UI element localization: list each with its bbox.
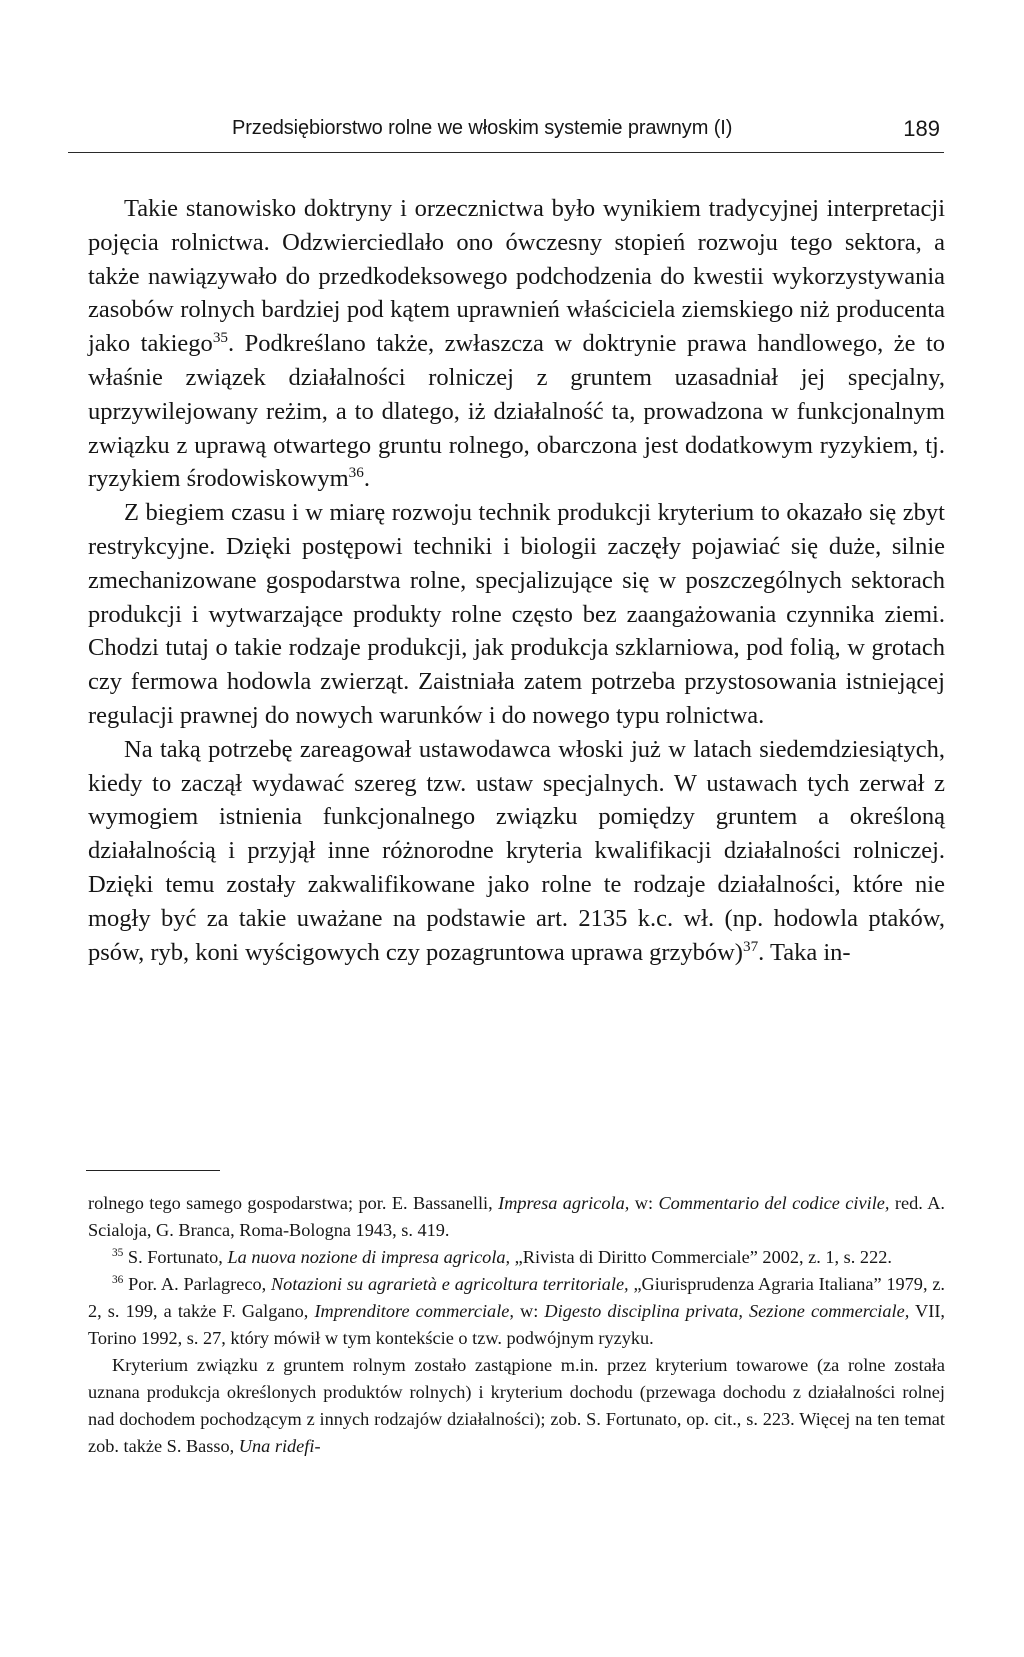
footnote-number: 36	[112, 1273, 124, 1286]
footnote-title: Digesto disciplina privata, Sezione commerciale,	[544, 1301, 910, 1321]
footnote-continued	[88, 1190, 945, 1244]
main-text	[88, 192, 945, 969]
footnote-text: VII, Torino 1992, s. 27, który mówił w tym kontekście o tzw. podwójnym ryzyku.	[88, 1301, 945, 1348]
footnote-separator	[86, 1170, 220, 1171]
footnote-title: Notazioni su agrarietà e agricoltura territoriale,	[270, 1274, 629, 1294]
paragraph-2: Z biegiem czasu i w miarę rozwoju technik produkcji kryterium to okazało się zbyt restrykcyjne. Dzięki postępowi techniki i biologii zaczęły pojawiać się duże, silnie zmechanizowane gospodarstwa rolne, specjalizujące się w poszczególnych sektorach produkcji i wytwarzające produkty rolne często bez zaangażowania czynnika ziemi. Chodzi tutaj o takie rodzaje produkcji, jak produkcja szklarniowa, pod folią, w grotach czy fermowa hodowla zwierząt. Zaistniała zatem potrzeba przystosowania istniejącej regulacji prawnej do nowych warunków i do nowego typu rolnictwa.	[88, 499, 945, 729]
footnote-37	[88, 1352, 945, 1460]
footnote-title: Imprenditore commerciale,	[314, 1301, 514, 1321]
footnote-title: La nuova nozione di impresa agricola,	[227, 1247, 511, 1267]
footnotes	[88, 1190, 945, 1460]
running-header	[68, 112, 944, 153]
footnote-title: Una ridefi-	[238, 1436, 321, 1456]
footnote-36	[88, 1271, 945, 1352]
footnote-text: „Rivista di Diritto Commerciale” 2002, z. 1, s. 222.	[510, 1247, 892, 1267]
footnote-ref-35: 35	[212, 329, 228, 347]
footnote-text: red. A. Scialoja, G. Branca, Roma-Bologna 1943, s. 419.	[88, 1193, 945, 1240]
footnote-text: Kryterium związku z gruntem rolnym zostało zastąpione m.in. przez kryterium towarowe (za rolne została uznana produkcja określonych produktów rolnych) i kryterium dochodu (przewaga dochodu z działalności rolnej nad dochodem pochodzącym z innych rodzajów działalności); zob. S. Fortunato, op. cit., s. 223. Więcej na ten temat zob. także S. Basso,	[88, 1355, 945, 1456]
footnote-title: Impresa agricola,	[498, 1193, 630, 1213]
paragraph-text: . Taka in-	[758, 938, 851, 966]
paragraph-text: Takie stanowisko doktryny i orzecznictwa było wynikiem tradycyjnej interpretacji pojęcia rolnictwa. Odzwierciedlało ono ówczesny stopień rozwoju tego sektora, a także nawiązywało do przedkodeksowego podchodzenia do kwestii wykorzystywania zasobów rolnych bardziej pod kątem uprawnień właściciela ziemskiego niż producenta jako takiego	[88, 195, 945, 358]
paragraph-text: .	[363, 465, 370, 493]
footnote-text: Por. A. Parlagreco,	[123, 1274, 271, 1294]
footnote-text: w:	[513, 1301, 545, 1321]
footnote-text: rolnego tego samego gospodarstwa; por. E. Bassanelli,	[88, 1193, 499, 1213]
paragraph-text: . Podkreślano także, zwłaszcza w doktrynie prawa handlowego, że to właśnie związek działalności rolniczej z gruntem uzasadniał jej specjalny, uprzywilejowany reżim, a to dlatego, iż działalność ta, prowadzona w funkcjonalnym związku z uprawą otwartego gruntu rolnego, obarczona jest dodatkowym ryzykiem, tj. ryzykiem środowiskowym	[88, 330, 946, 493]
footnote-ref-36: 36	[348, 464, 364, 482]
footnote-number: 35	[112, 1246, 124, 1259]
footnote-ref-37: 37	[742, 937, 759, 955]
paragraph-1	[88, 192, 945, 496]
footnote-text: w:	[629, 1193, 659, 1213]
running-title: Przedsiębiorstwo rolne we włoskim systemie prawnym (I)	[232, 117, 733, 139]
page-number: 189	[903, 116, 940, 141]
footnote-text: S. Fortunato,	[123, 1247, 228, 1267]
footnote-text: „Giurisprudenza Agraria Italiana” 1979, z. 2, s. 199, a także F. Galgano,	[88, 1274, 946, 1321]
paragraph-3	[88, 733, 945, 970]
footnote-title: Commentario del codice civile,	[658, 1193, 890, 1213]
paragraph-text: Na taką potrzebę zareagował ustawodawca włoski już w latach siedemdziesiątych, kiedy to zaczął wydawać szereg tzw. ustaw specjalnych. W ustawach tych zerwał z wymogiem istnienia funkcjonalnego związku pomiędzy gruntem a określoną działalnością i przyjął inne różnorodne kryteria kwalifikacji działalności rolniczej. Dzięki temu zostały zakwalifikowane jako rolne te rodzaje działalności, które nie mogły być za takie uważane na podstawie art. 2135 k.c. wł. (np. hodowla ptaków, psów, ryb, koni wyścigowych czy pozagruntowa uprawa grzybów)	[88, 735, 945, 966]
footnote-35	[88, 1244, 945, 1271]
